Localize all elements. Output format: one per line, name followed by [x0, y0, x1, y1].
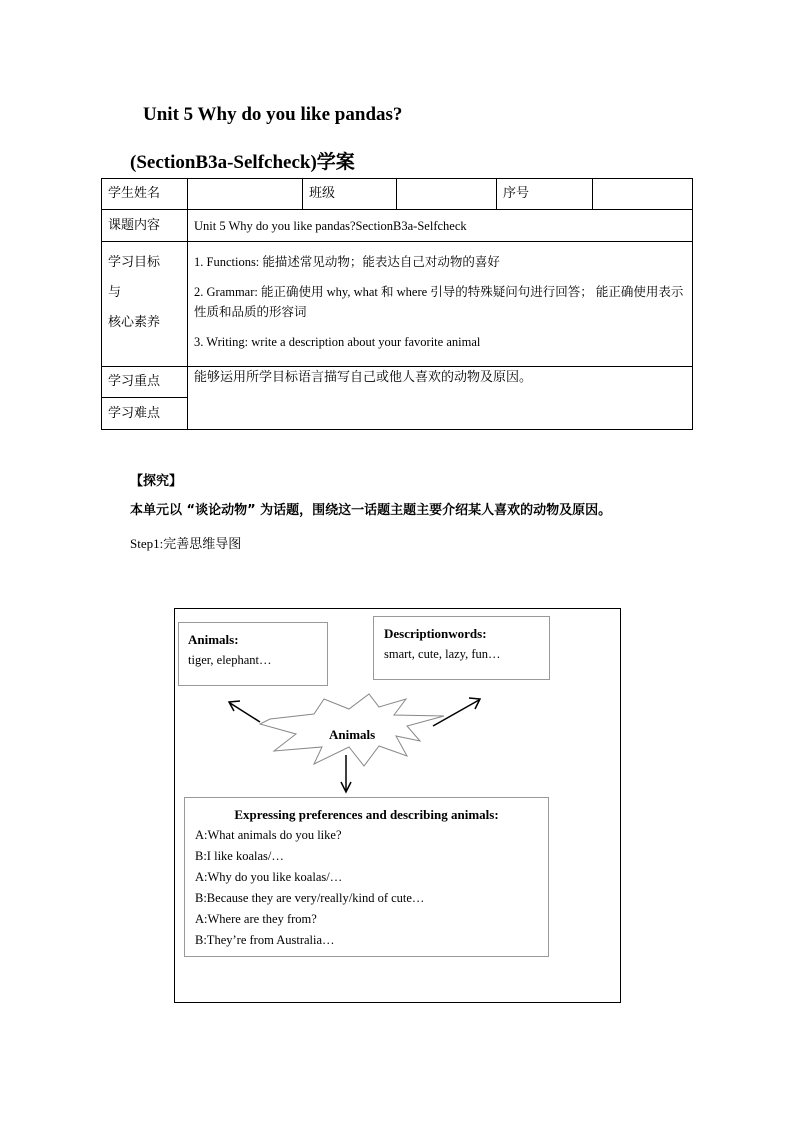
number-label: 序号 [497, 179, 593, 210]
goals-cell [188, 242, 693, 367]
number-field[interactable] [593, 179, 693, 210]
goal-functions: 1. Functions: 能描述常见动物；能表达自己对动物的喜好 [194, 255, 500, 269]
dialogue-line: B:I like koalas/… [195, 849, 284, 863]
class-label: 班级 [303, 179, 397, 210]
description-box [373, 616, 550, 680]
arrow-to-description [433, 700, 479, 726]
description-box-title: Descriptionwords: [384, 626, 487, 641]
class-field[interactable] [397, 179, 497, 210]
dialogue-line: B:Because they are very/really/kind of cute… [195, 891, 425, 905]
animals-box [178, 622, 328, 686]
animals-box-title: Animals: [188, 632, 239, 647]
explore-intro: 本单元以 “谈论动物” 为话题，围绕这一话题主题主要介绍某人喜欢的动物及原因。 [130, 503, 612, 518]
goals-label-1: 学习目标 [108, 255, 161, 270]
step1-label: Step1:完善思维导图 [130, 536, 242, 551]
title-line-2: (SectionB3a-Selfcheck)学案 [130, 152, 355, 173]
arrow-to-animals [230, 703, 260, 722]
expressing-box-title: Expressing preferences and describing animals: [234, 807, 499, 822]
dialogue-line: A:Where are they from? [195, 912, 317, 926]
goals-label-cell [102, 242, 188, 367]
center-label: Animals [329, 727, 376, 742]
dialogue-line: A:Why do you like koalas/… [195, 870, 343, 884]
goals-label-2: 与 [108, 285, 122, 300]
topic-value: Unit 5 Why do you like pandas?SectionB3a-Selfcheck [188, 210, 693, 242]
dialogue-line: B:They’re from Australia… [195, 933, 335, 947]
name-label: 学生姓名 [102, 179, 188, 210]
expressing-box [184, 797, 549, 957]
info-table [101, 178, 693, 430]
description-box-text: smart, cute, lazy, fun… [384, 647, 501, 661]
title-line-1: Unit 5 Why do you like pandas? [143, 104, 403, 125]
goals-label-3: 核心素养 [108, 315, 161, 330]
goal-writing: 3. Writing: write a description about your favorite animal [194, 335, 481, 349]
difficulty-label: 学习难点 [102, 398, 188, 430]
explore-heading: 【探究】 [130, 474, 183, 489]
goal-grammar: 2. Grammar: 能正确使用 why, what 和 where 引导的特殊疑问句进行回答； 能正确使用表示性质和品质的形容词 [194, 285, 684, 319]
animals-box-text: tiger, elephant… [188, 653, 272, 667]
key-label: 学习重点 [102, 367, 188, 398]
topic-label: 课题内容 [102, 210, 188, 242]
dialogue-line: A:What animals do you like? [195, 828, 342, 842]
name-field[interactable] [188, 179, 303, 210]
key-value: 能够运用所学目标语言描写自己或他人喜欢的动物及原因。 [188, 367, 693, 430]
